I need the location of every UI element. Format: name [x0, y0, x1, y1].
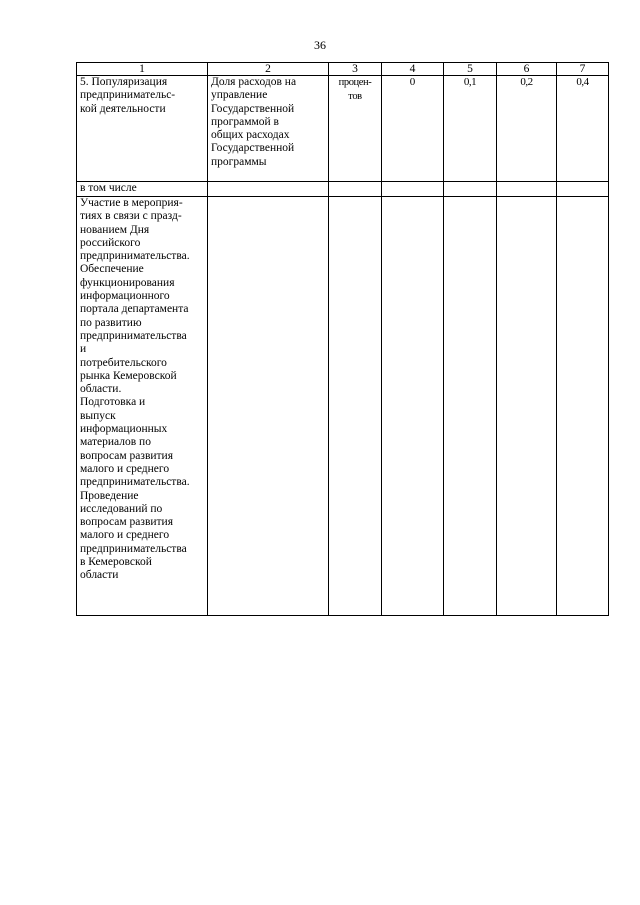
column-header: 7: [557, 63, 609, 76]
column-header: 4: [382, 63, 444, 76]
page-number: 36: [314, 38, 326, 52]
empty-cell: [497, 197, 557, 616]
indicator-name-cell: 5. Популяризация предпринимательс- кой деятельности: [77, 76, 208, 182]
table-header-row: [77, 63, 609, 76]
table-row: [77, 197, 609, 616]
empty-cell: [382, 182, 444, 197]
column-header: 2: [208, 63, 329, 76]
column-header: 6: [497, 63, 557, 76]
table-row: [77, 76, 609, 182]
column-header: 3: [329, 63, 382, 76]
empty-cell: [208, 182, 329, 197]
value-cell: 0: [382, 76, 444, 182]
indicator-description-cell: Доля расходов на управление Государственной программой в общих расходах Государственной программы: [208, 76, 329, 182]
column-header: 5: [444, 63, 497, 76]
empty-cell: [444, 197, 497, 616]
subheading-cell: в том числе: [77, 182, 208, 197]
value-cell: 0,4: [557, 76, 609, 182]
table-row: [77, 182, 609, 197]
column-header: 1: [77, 63, 208, 76]
value-cell: 0,2: [497, 76, 557, 182]
value-cell: 0,1: [444, 76, 497, 182]
unit-cell: процен- тов: [329, 76, 382, 182]
empty-cell: [329, 182, 382, 197]
empty-cell: [329, 197, 382, 616]
empty-cell: [557, 182, 609, 197]
indicators-table: [76, 62, 609, 616]
activities-cell: Участие в мероприя- тиях в связи с празд- нованием Дня российского предпринимательства. Обеспечение функционирования информационного портала департамента по развитию предпринимательства и потребительского рынка Кемеровской области. Подготовка и выпуск информационных материалов по вопросам развития малого и среднего предпринимательства. Проведение исследований по вопросам развития малого и среднего предпринимательства в Кемеровской области: [77, 197, 208, 616]
empty-cell: [497, 182, 557, 197]
empty-cell: [382, 197, 444, 616]
empty-cell: [557, 197, 609, 616]
empty-cell: [208, 197, 329, 616]
empty-cell: [444, 182, 497, 197]
